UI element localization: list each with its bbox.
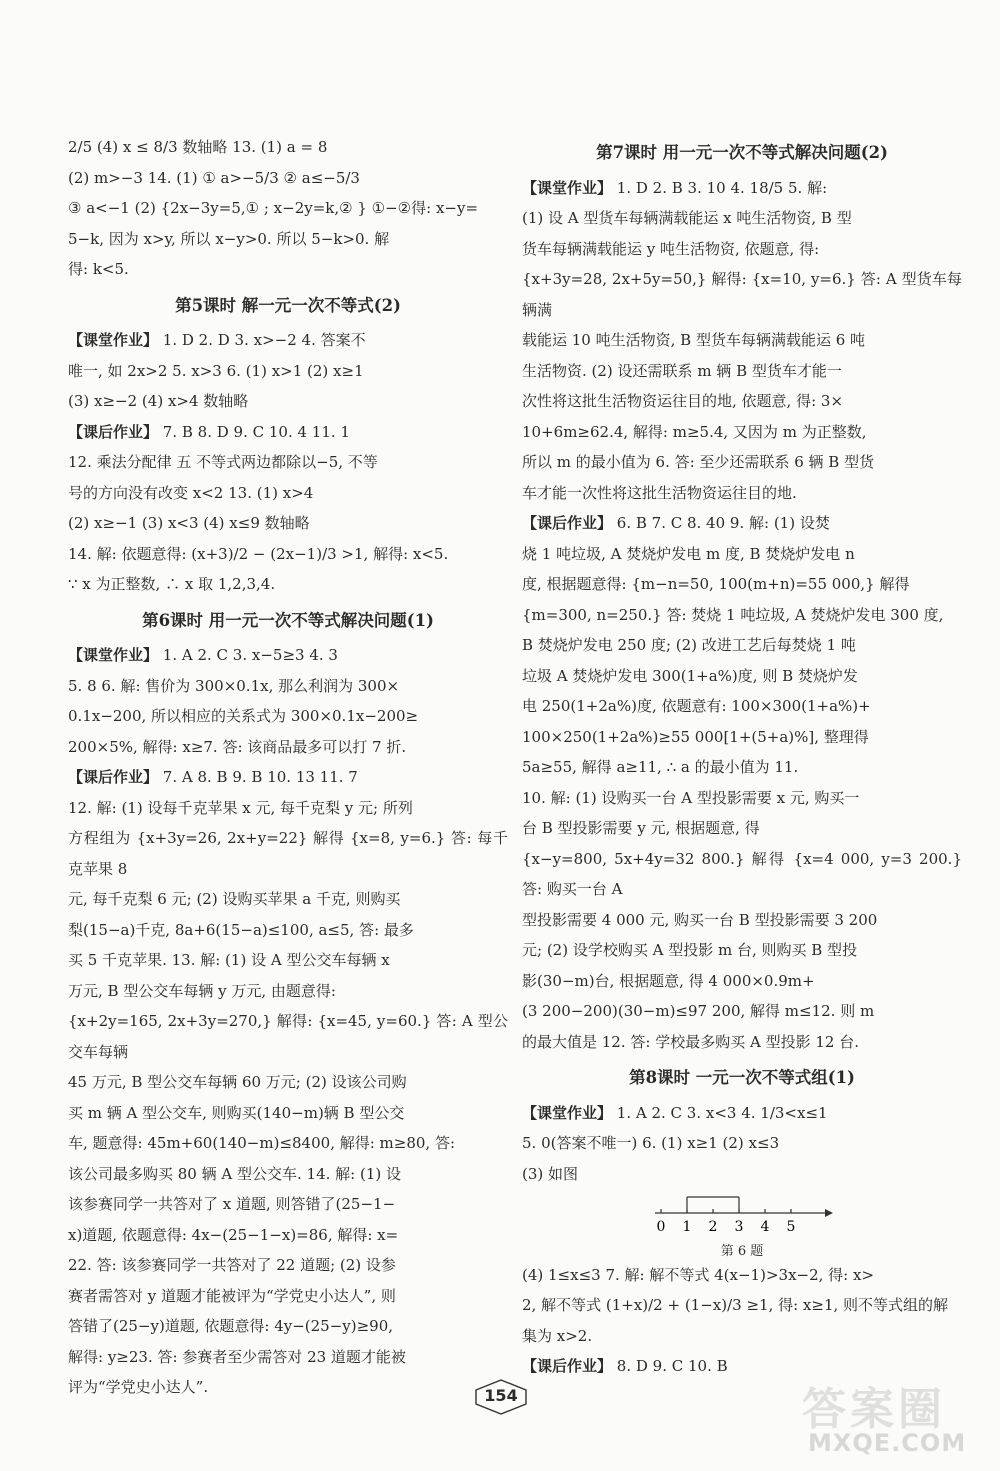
answer-line (68, 163, 508, 194)
answer-line (68, 1220, 508, 1251)
answer-text: 1. D 2. D 3. x>−2 4. 答案不 (158, 331, 366, 349)
answer-line (68, 976, 508, 1007)
answer-line (522, 1098, 962, 1129)
answer-line (522, 478, 962, 509)
answer-line (68, 132, 508, 163)
section-tag: 【课堂作业】 (522, 1103, 613, 1122)
answer-text: ③ a<−1 (2) {2x−3y=5,① ; x−2y=k,② } ①−②得: x−y= (68, 199, 479, 217)
answer-text: 10. 解: (1) 设购买一台 A 型投影需要 x 元, 购买一 (522, 788, 860, 807)
answer-text: 100×250(1+2a%)≥55 000[1+(5+a)%], 整理得 (522, 727, 869, 746)
answer-text: 赛者需答对 y 道题才能被评为“学党史小达人”, 则 (68, 1286, 396, 1305)
answer-line (68, 1067, 508, 1098)
answer-line (68, 1189, 508, 1220)
answer-line (522, 905, 962, 936)
answer-line (522, 630, 962, 661)
answer-text: 7. A 8. B 9. B 10. 13 11. 7 (158, 768, 358, 786)
tick-label: 3 (734, 1219, 744, 1235)
answer-text: 答错了(25−y)道题, 依题意得: 4y−(25−y)≥90, (68, 1317, 394, 1335)
answer-line (522, 783, 962, 814)
answer-text: (3 200−200)(30−m)≤97 200, 解得 m≤12. 则 m (522, 1002, 875, 1020)
section-tag: 【课后作业】 (68, 422, 159, 441)
answer-text: 12. 解: (1) 设每千克苹果 x 元, 每千克梨 y 元; 所列 (68, 798, 413, 817)
answer-line (68, 884, 508, 915)
watermark-url: MXQE.COM (808, 1429, 967, 1457)
answer-text: 车才能一次性将这批生活物资运往目的地. (522, 483, 797, 502)
answer-line (522, 1290, 962, 1321)
answer-line (522, 966, 962, 997)
answer-line (68, 478, 508, 509)
answer-line (68, 1342, 508, 1373)
answer-text: 万元, B 型公交车每辆 y 万元, 由题意得: (68, 981, 336, 1000)
answer-line (68, 1098, 508, 1129)
answer-text: 8. D 9. C 10. B (612, 1357, 728, 1375)
answer-text: 次性将这批生活物资运往目的地, 依题意, 得: 3× (522, 392, 844, 410)
answer-line (522, 600, 962, 631)
lesson-heading: 第8课时 一元一次不等式组(1) (629, 1068, 855, 1087)
answer-text: 解得: y≥23. 答: 参赛者至少需答对 23 道题才能被 (68, 1347, 406, 1366)
answer-text: 垃圾 A 焚烧炉发电 300(1+a%)度, 则 B 焚烧炉发 (522, 666, 858, 685)
tick-label: 1 (682, 1219, 692, 1235)
answer-line (522, 386, 962, 417)
answer-text: 1. A 2. C 3. x<3 4. 1/3<x≤1 (612, 1103, 828, 1122)
tick-label: 2 (708, 1219, 718, 1235)
answer-text: (3) 如图 (522, 1164, 579, 1183)
answer-text: 影(30−m)台, 根据题意, 得 4 000×0.9m+ (522, 971, 815, 990)
answer-line (68, 569, 508, 600)
answer-text: 梨(15−a)千克, 8a+6(15−a)≤100, a≤5, 答: 最多 (68, 920, 414, 939)
answer-line (68, 447, 508, 478)
answer-text: (2) m>−3 14. (1) ① a>−5/3 ② a≤−5/3 (68, 168, 360, 187)
answer-text: 评为“学党史小达人”. (68, 1378, 209, 1396)
answer-line (522, 1321, 962, 1352)
answer-line (522, 1128, 962, 1159)
answer-line (522, 356, 962, 387)
number-line (647, 1191, 837, 1237)
answer-text: 1. A 2. C 3. x−5≥3 4. 3 (158, 646, 338, 664)
page-number-badge (472, 1378, 530, 1416)
answer-text: 2/5 (4) x ≤ 8/3 数轴略 13. (1) a = 8 (68, 138, 328, 156)
answer-text: 5. 0(答案不唯一) 6. (1) x≥1 (2) x≤3 (522, 1134, 780, 1152)
answer-text: x)道题, 依题意得: 4x−(25−1−x)=86, 解得: x= (68, 1225, 399, 1244)
answer-text: 烧 1 吨垃圾, A 焚烧炉发电 m 度, B 焚烧炉发电 n (522, 544, 855, 563)
section-tag: 【课堂作业】 (68, 331, 159, 349)
answer-text: 元; (2) 设学校购买 A 型投影 m 台, 则购买 B 型投 (522, 941, 858, 959)
answer-line (68, 945, 508, 976)
lesson-heading: 第6课时 用一元一次不等式解决问题(1) (142, 610, 434, 630)
answer-text: {x−y=800, 5x+4y=32 800.} 解得 {x=4 000, y=3 200.} 答: 购买一台 A (522, 849, 962, 898)
lesson-heading: 第7课时 用一元一次不等式解决问题(2) (596, 143, 888, 162)
answer-line (522, 264, 962, 325)
section-tag: 【课后作业】 (522, 514, 613, 532)
lesson-heading: 第5课时 解一元一次不等式(2) (175, 295, 401, 315)
answer-text: 所以 m 的最小值为 6. 答: 至少还需联系 6 辆 B 型货 (522, 453, 875, 471)
answer-line (522, 935, 962, 966)
answer-line (68, 417, 508, 448)
answer-text: 该参赛同学一共答对了 x 道题, 则答错了(25−1− (68, 1195, 396, 1213)
answer-text: 买 5 千克苹果. 13. 解: (1) 设 A 型公交车每辆 x (68, 951, 390, 969)
watermark-logo-text: 答案圈 (802, 1384, 946, 1435)
answer-text: {x+3y=28, 2x+5y=50,} 解得: {x=10, y=6.} 答: A 型货车每辆满 (522, 270, 962, 319)
answer-text: 元, 每千克梨 6 元; (2) 设购买苹果 a 千克, 则购买 (68, 890, 401, 908)
answer-text: 车, 题意得: 45m+60(140−m)≤8400, 解得: m≥80, 答: (68, 1134, 456, 1152)
answer-text: 22. 答: 该参赛同学一共答对了 22 道题; (2) 设参 (68, 1256, 396, 1274)
answer-line (68, 915, 508, 946)
answer-line (68, 539, 508, 570)
answer-text: 电 250(1+2a%)度, 依题意有: 100×300(1+a%)+ (522, 697, 871, 715)
answer-line (68, 1372, 508, 1403)
answer-line (68, 325, 508, 356)
answer-text: 得: k<5. (68, 260, 129, 278)
answer-line (68, 1311, 508, 1342)
answer-text: (3) x≥−2 (4) x>4 数轴略 (68, 392, 249, 410)
answer-line (522, 173, 962, 204)
answer-line (68, 1006, 508, 1067)
answer-text: 12. 乘法分配律 五 不等式两边都除以−5, 不等 (68, 453, 378, 471)
section-tag: 【课堂作业】 (522, 178, 613, 197)
answer-line (68, 508, 508, 539)
answer-line (68, 762, 508, 793)
tick-label: 4 (760, 1219, 770, 1235)
number-line-figure (522, 1191, 962, 1260)
answer-line (522, 325, 962, 356)
answer-line (522, 234, 962, 265)
answer-line (522, 569, 962, 600)
answer-text: 5−k, 因为 x>y, 所以 x−y>0. 所以 5−k>0. 解 (68, 229, 390, 248)
section-tag: 【课后作业】 (522, 1357, 613, 1375)
answer-line (68, 1281, 508, 1312)
answer-text: 0.1x−200, 所以相应的关系式为 300×0.1x−200≥ (68, 707, 419, 725)
answer-line (68, 732, 508, 763)
answer-line (522, 752, 962, 783)
tick-label: 0 (656, 1219, 666, 1235)
answer-line (68, 386, 508, 417)
site-watermark (776, 1369, 986, 1465)
answer-text: ∵ x 为正整数, ∴ x 取 1,2,3,4. (68, 575, 276, 593)
answer-line (68, 823, 508, 884)
answer-text: 方程组为 {x+3y=26, 2x+y=22} 解得 {x=8, y=6.} 答: 每千克苹果 8 (68, 829, 508, 878)
answer-text: 生活物资. (2) 设还需联系 m 辆 B 型货车才能一 (522, 361, 842, 380)
answer-line (522, 447, 962, 478)
answer-line (522, 203, 962, 234)
answer-text: 200×5%, 解得: x≥7. 答: 该商品最多可以打 7 折. (68, 737, 407, 756)
page-number: 154 (484, 1386, 518, 1405)
answer-line (68, 1128, 508, 1159)
answer-text: 集为 x>2. (522, 1326, 593, 1345)
answer-line (68, 224, 508, 255)
answer-text: 6. B 7. C 8. 40 9. 解: (1) 设焚 (612, 514, 830, 532)
answer-line (522, 508, 962, 539)
answer-text: 唯一, 如 2x>2 5. x>3 6. (1) x>1 (2) x≥1 (68, 361, 364, 380)
answer-text: 货车每辆满载能运 y 吨生活物资, 依题意, 得: (522, 239, 820, 258)
answer-line (68, 640, 508, 671)
answer-text: 45 万元, B 型公交车每辆 60 万元; (2) 设该公司购 (68, 1073, 407, 1091)
answer-line (68, 356, 508, 387)
answer-line (522, 691, 962, 722)
answer-text: 度, 根据题意得: {m−n=50, 100(m+n)=55 000,} 解得 (522, 575, 910, 593)
answer-line (68, 1159, 508, 1190)
answer-line (68, 1250, 508, 1281)
answer-text: 台 B 型投影需要 y 元, 根据题意, 得 (522, 819, 760, 837)
figure-caption: 第 6 题 (720, 1243, 764, 1259)
section-tag: 【课堂作业】 (68, 646, 159, 664)
answer-line (522, 1027, 962, 1058)
answer-text: (1) 设 A 型货车每辆满载能运 x 吨生活物资, B 型 (522, 209, 852, 227)
answer-text: 5a≥55, 解得 a≥11, ∴ a 的最小值为 11. (522, 758, 799, 776)
answer-text: 5. 8 6. 解: 售价为 300×0.1x, 那么利润为 300× (68, 676, 400, 695)
answer-line (522, 1260, 962, 1291)
answer-text: 载能运 10 吨生活物资, B 型货车每辆满载能运 6 吨 (522, 331, 866, 349)
answer-text: 型投影需要 4 000 元, 购买一台 B 型投影需要 3 200 (522, 910, 878, 929)
answer-text: 的最大值是 12. 答: 学校最多购买 A 型投影 12 台. (522, 1032, 859, 1051)
answer-line (522, 1159, 962, 1190)
answer-line (522, 813, 962, 844)
answer-text: 14. 解: 依题意得: (x+3)/2 − (2x−1)/3 >1, 解得: x<5. (68, 544, 449, 563)
answer-text: 号的方向没有改变 x<2 13. (1) x>4 (68, 483, 314, 502)
answer-line (68, 254, 508, 285)
answer-line (522, 844, 962, 905)
answer-line (522, 996, 962, 1027)
answer-text: (4) 1≤x≤3 7. 解: 解不等式 4(x−1)>3x−2, 得: x> (522, 1265, 875, 1284)
answer-line (522, 661, 962, 692)
answer-text: (2) x≥−1 (3) x<3 (4) x≤9 数轴略 (68, 514, 310, 532)
answer-text: {m=300, n=250.} 答: 焚烧 1 吨垃圾, A 焚烧炉发电 300 度, (522, 605, 944, 624)
left-column (68, 132, 508, 1403)
tick-label: 5 (786, 1219, 796, 1235)
answer-text: 2, 解不等式 (1+x)/2 + (1−x)/3 ≥1, 得: x≥1, 则不等式组的解 (522, 1296, 949, 1314)
answer-text: 买 m 辆 A 型公交车, 则购买(140−m)辆 B 型公交 (68, 1103, 405, 1122)
answer-line (522, 417, 962, 448)
answer-line (68, 671, 508, 702)
right-column (522, 132, 962, 1382)
answer-text: {x+2y=165, 2x+3y=270,} 解得: {x=45, y=60.} 答: A 型公交车每辆 (68, 1012, 508, 1061)
axis-arrow (825, 1209, 833, 1217)
answer-text: 1. D 2. B 3. 10 4. 18/5 5. 解: (612, 178, 828, 197)
answer-line (68, 793, 508, 824)
answer-text: 7. B 8. D 9. C 10. 4 11. 1 (158, 422, 350, 441)
answer-line (522, 722, 962, 753)
answer-line (68, 193, 508, 224)
answer-text: B 焚烧炉发电 250 度; (2) 改进工艺后每焚烧 1 吨 (522, 636, 856, 654)
section-tag: 【课后作业】 (68, 768, 159, 786)
answer-text: 10+6m≥62.4, 解得: m≥5.4, 又因为 m 为正整数, (522, 422, 867, 441)
answer-text: 该公司最多购买 80 辆 A 型公交车. 14. 解: (1) 设 (68, 1164, 401, 1183)
answer-line (68, 701, 508, 732)
answer-line (522, 539, 962, 570)
